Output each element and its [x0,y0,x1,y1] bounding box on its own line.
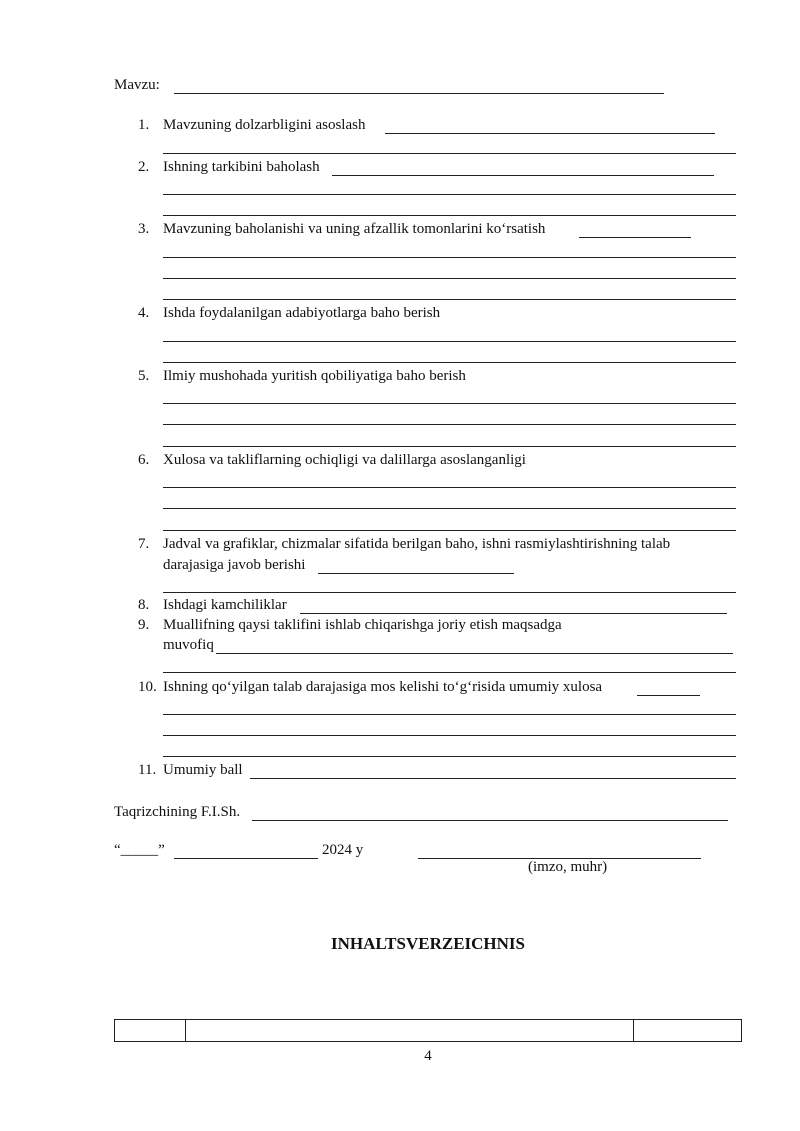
item-3-number: 3. [138,221,150,237]
item-5-line[interactable] [163,424,736,425]
table-row [115,1020,742,1042]
item-9-label-line2: muvofiq [163,637,214,653]
item-6-line[interactable] [163,487,736,488]
item-10-line[interactable] [163,735,736,736]
item-2-line[interactable] [163,215,736,216]
date-day-blank[interactable]: “_____” [114,842,165,858]
item-10-line[interactable] [163,756,736,757]
item-7-label-line1: Jadval va grafiklar, chizmalar sifatida berilgan baho, ishni rasmiylashtirishning talab [163,536,671,552]
item-5-line[interactable] [163,446,736,447]
toc-cell-number [115,1020,186,1042]
item-1-blank[interactable] [385,133,715,134]
item-10-number: 10. [138,679,157,695]
mavzu-label: Mavzu: [114,77,160,93]
item-5-number: 5. [138,368,150,384]
item-10-blank[interactable] [637,695,700,696]
item-7-number: 7. [138,536,150,552]
item-2-number: 2. [138,159,150,175]
item-5-line[interactable] [163,403,736,404]
mavzu-blank[interactable] [174,93,664,94]
item-8-label: Ishdagi kamchiliklar [163,597,287,613]
date-year: 2024 y [322,842,364,858]
item-3-blank[interactable] [579,237,691,238]
reviewer-label: Taqrizchining F.I.Sh. [114,804,241,820]
item-4-number: 4. [138,305,150,321]
item-2-label: Ishning tarkibini baholash [163,159,320,175]
item-2-blank[interactable] [332,175,714,176]
item-11-label: Umumiy ball [163,762,243,778]
item-5-label: Ilmiy mushohada yuritish qobiliyatiga baho berish [163,368,466,384]
item-6-number: 6. [138,452,150,468]
item-4-label: Ishda foydalanilgan adabiyotlarga baho berish [163,305,441,321]
item-9-label-line1: Muallifning qaysi taklifini ishlab chiqarishga joriy etish maqsadga [163,617,562,633]
item-8-blank[interactable] [300,613,727,614]
toc-title: INHALTSVERZEICHNIS [331,934,525,953]
item-9-blank[interactable] [216,653,733,654]
item-7-line[interactable] [163,592,736,593]
item-2-line[interactable] [163,194,736,195]
item-3-label: Mavzuning baholanishi va uning afzallik tomonlarini koʻrsatish [163,221,546,237]
item-6-label: Xulosa va takliflarning ochiqligi va dalillarga asoslanganligi [163,452,526,468]
item-10-label: Ishning qoʻyilgan talab darajasiga mos kelishi toʻgʻrisida umumiy xulosa [163,679,603,695]
item-9-number: 9. [138,617,150,633]
toc-table [114,1019,742,1042]
item-9-line[interactable] [163,672,736,673]
toc-cell-page [634,1020,742,1042]
item-3-line[interactable] [163,278,736,279]
item-11-number: 11. [138,762,157,778]
item-1-line[interactable] [163,153,736,154]
signature-caption: (imzo, muhr) [528,859,608,875]
item-4-line[interactable] [163,362,736,363]
item-7-label-line2: darajasiga javob berishi [163,557,306,573]
item-1-label: Mavzuning dolzarbligini asoslash [163,117,366,133]
toc-cell-title [186,1020,634,1042]
page-number: 4 [424,1048,432,1064]
item-1-number: 1. [138,117,150,133]
item-6-line[interactable] [163,508,736,509]
item-7-blank[interactable] [318,573,514,574]
date-month-blank[interactable] [174,858,318,859]
item-4-line[interactable] [163,341,736,342]
item-11-blank[interactable] [250,778,736,779]
item-3-line[interactable] [163,299,736,300]
item-8-number: 8. [138,597,150,613]
item-6-line[interactable] [163,530,736,531]
item-3-line[interactable] [163,257,736,258]
reviewer-name-blank[interactable] [252,820,728,821]
item-10-line[interactable] [163,714,736,715]
